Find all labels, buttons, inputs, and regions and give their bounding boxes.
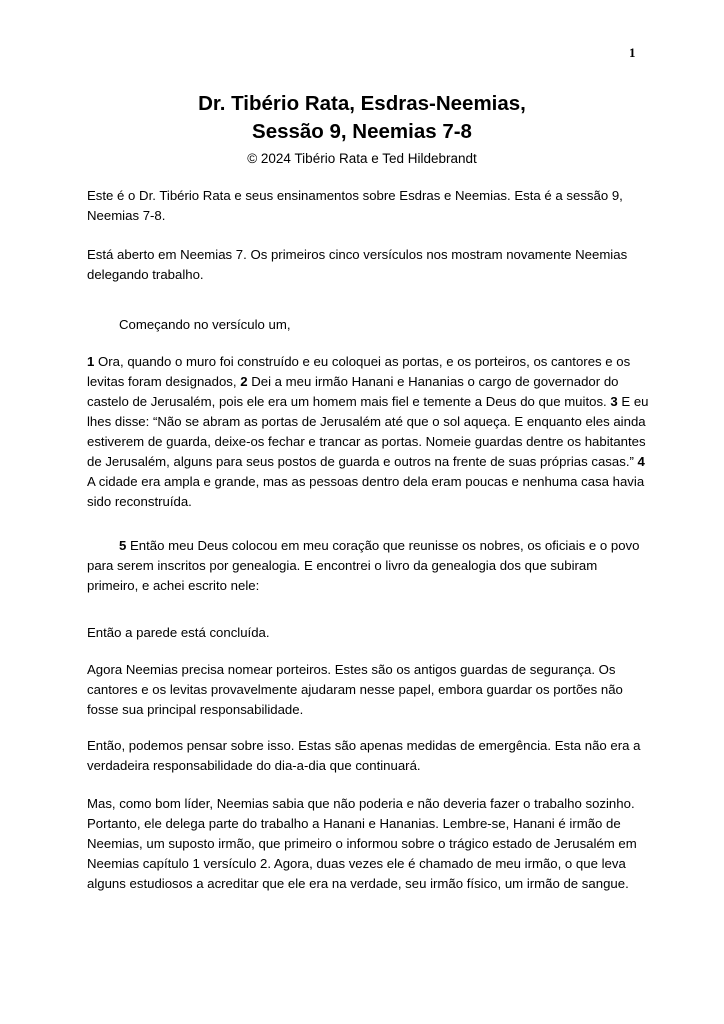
scripture-passage-1-4 bbox=[87, 352, 649, 512]
scripture-passage-5 bbox=[87, 536, 649, 596]
starting-verse-paragraph: Começando no versículo um, bbox=[119, 317, 291, 332]
emergency-paragraph: Então, podemos pensar sobre isso. Estas são apenas medidas de emergência. Esta não era a verdadeira responsabilidade do dia-a-dia que continuará. bbox=[87, 738, 641, 773]
document-title-line-1: Dr. Tibério Rata, Esdras-Neemias, bbox=[198, 92, 526, 115]
intro-paragraph: Este é o Dr. Tibério Rata e seus ensinamentos sobre Esdras e Neemias. Esta é a sessão 9, Neemias 7-8. bbox=[87, 188, 623, 223]
verse-number-5: 5 bbox=[119, 538, 127, 553]
verse-number-1: 1 bbox=[87, 354, 95, 369]
document-title-line-2: Sessão 9, Neemias 7-8 bbox=[252, 120, 472, 143]
conclusion-paragraph: Então a parede está concluída. bbox=[87, 625, 270, 640]
verse-text-5: Então meu Deus colocou em meu coração que reunisse os nobres, os oficiais e o povo para serem inscritos por genealogia. E encontrei o livro da genealogia dos que subiram primeiro, e achei escrito nele: bbox=[87, 538, 640, 593]
copyright-notice: © 2024 Tibério Rata e Ted Hildebrandt bbox=[247, 151, 477, 166]
leader-paragraph: Mas, como bom líder, Neemias sabia que não poderia e não deveria fazer o trabalho sozinho. Portanto, ele delega parte do trabalho a Hanani e Hananias. Lembre-se, Hanani é irmão de Neemias, um suposto irmão, que primeiro o informou sobre o trágico estado de Jerusalém em Neemias capítulo 1 versículo 2. Agora, duas vezes ele é chamado de meu irmão, o que leva alguns estudiosos a acreditar que ele era na verdade, seu irmão físico, um irmão de sangue. bbox=[87, 796, 637, 891]
verse-text-4: A cidade era ampla e grande, mas as pessoas dentro dela eram poucas e nenhuma casa havia sido reconstruída. bbox=[87, 474, 645, 509]
open-paragraph: Está aberto em Neemias 7. Os primeiros cinco versículos nos mostram novamente Neemias delegando trabalho. bbox=[87, 247, 628, 282]
verse-text-2: Dei a meu irmão Hanani e Hananias o cargo de governador do castelo de Jerusalém, pois ele era um homem mais fiel e temente a Deus do que muitos. bbox=[87, 374, 619, 409]
verse-text-1: Ora, quando o muro foi construído e eu coloquei as portas, e os porteiros, os cantores e os levitas foram designados, bbox=[87, 354, 631, 389]
gatekeepers-paragraph: Agora Neemias precisa nomear porteiros. Estes são os antigos guardas de segurança. Os cantores e os levitas provavelmente ajudaram nesse papel, embora guardar os portões não fosse sua principal responsabilidade. bbox=[87, 662, 623, 717]
verse-text-3: E eu lhes disse: “Não se abram as portas de Jerusalém até que o sol aqueça. E enquanto eles ainda estiverem de guarda, deixe-os fechar e trancar as portas. Nomeie guardas dentre os habitantes de Jerusalém, alguns para seus postos de guarda e outros na frente de suas próprias casas.” bbox=[87, 394, 649, 469]
verse-number-3: 3 bbox=[610, 394, 618, 409]
verse-number-2: 2 bbox=[240, 374, 248, 389]
page-number: 1 bbox=[629, 45, 636, 60]
verse-number-4: 4 bbox=[637, 454, 645, 469]
